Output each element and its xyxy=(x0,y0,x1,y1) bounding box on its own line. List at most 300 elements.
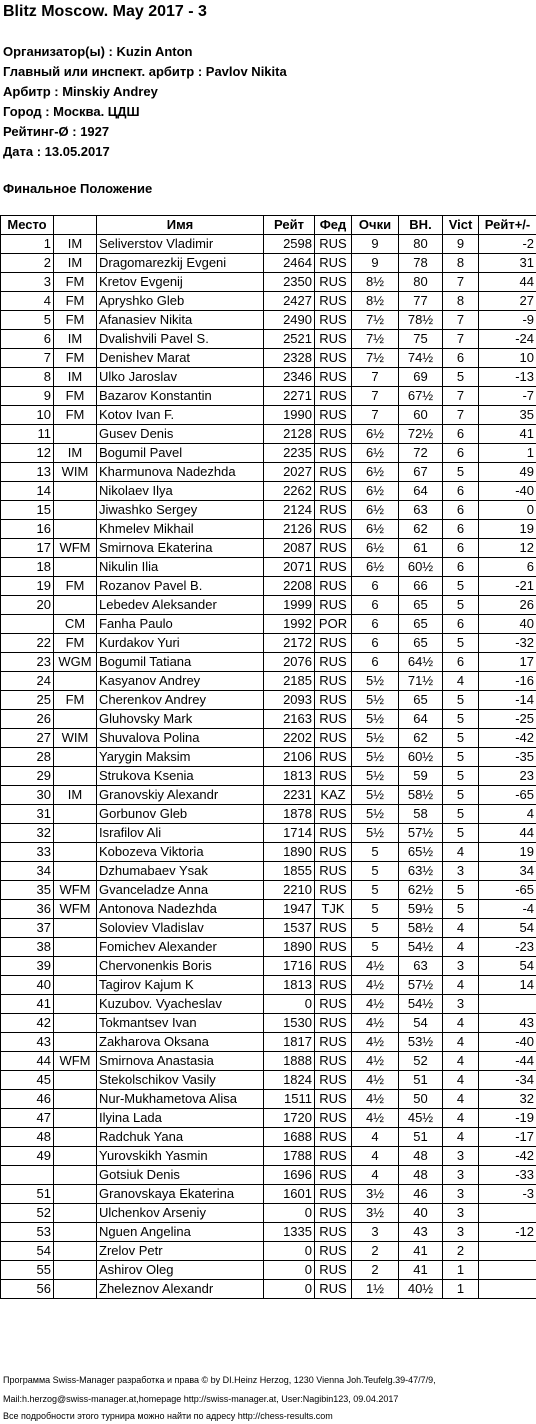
cell-rating-change: 40 xyxy=(479,615,536,634)
cell-victories: 5 xyxy=(443,748,479,767)
table-row xyxy=(1,1223,536,1242)
cell-rating: 2346 xyxy=(264,368,315,387)
cell-place: 29 xyxy=(1,767,54,786)
cell-points: 5 xyxy=(352,900,399,919)
cell-name: Shuvalova Polina xyxy=(97,729,264,748)
cell-federation: RUS xyxy=(315,805,352,824)
cell-federation: RUS xyxy=(315,311,352,330)
cell-points: 5½ xyxy=(352,767,399,786)
cell-name: Soloviev Vladislav xyxy=(97,919,264,938)
cell-federation: RUS xyxy=(315,406,352,425)
cell-title xyxy=(54,843,97,862)
cell-buchholz: 54½ xyxy=(399,995,443,1014)
cell-place: 7 xyxy=(1,349,54,368)
cell-buchholz: 78 xyxy=(399,254,443,273)
cell-victories: 1 xyxy=(443,1280,479,1299)
cell-buchholz: 80 xyxy=(399,273,443,292)
cell-name: Khmelev Mikhail xyxy=(97,520,264,539)
average-rating-line: Рейтинг-Ø : 1927 xyxy=(3,124,110,139)
cell-title xyxy=(54,976,97,995)
cell-place: 2 xyxy=(1,254,54,273)
col-header-place: Место xyxy=(1,216,54,235)
cell-rating-change: 54 xyxy=(479,957,536,976)
cell-name: Nur-Mukhametova Alisa xyxy=(97,1090,264,1109)
cell-name: Cherenkov Andrey xyxy=(97,691,264,710)
cell-title: WGM xyxy=(54,653,97,672)
cell-victories: 6 xyxy=(443,539,479,558)
cell-title: IM xyxy=(54,254,97,273)
cell-rating-change: -65 xyxy=(479,786,536,805)
cell-buchholz: 77 xyxy=(399,292,443,311)
cell-title: IM xyxy=(54,786,97,805)
cell-rating-change: -34 xyxy=(479,1071,536,1090)
cell-federation: POR xyxy=(315,615,352,634)
cell-federation: RUS xyxy=(315,558,352,577)
cell-title: FM xyxy=(54,691,97,710)
table-row xyxy=(1,387,536,406)
cell-federation: RUS xyxy=(315,767,352,786)
cell-place: 30 xyxy=(1,786,54,805)
cell-buchholz: 57½ xyxy=(399,824,443,843)
cell-place: 32 xyxy=(1,824,54,843)
col-header-buchholz: ВН. xyxy=(399,216,443,235)
cell-name: Kobozeva Viktoria xyxy=(97,843,264,862)
cell-place: 53 xyxy=(1,1223,54,1242)
cell-rating-change: -4 xyxy=(479,900,536,919)
col-header-federation: Фед xyxy=(315,216,352,235)
col-header-points: Очки xyxy=(352,216,399,235)
cell-rating: 1888 xyxy=(264,1052,315,1071)
cell-points: 5½ xyxy=(352,729,399,748)
cell-place: 27 xyxy=(1,729,54,748)
cell-name: Fomichev Alexander xyxy=(97,938,264,957)
cell-place: 37 xyxy=(1,919,54,938)
cell-points: 6 xyxy=(352,653,399,672)
table-row xyxy=(1,1014,536,1033)
cell-name: Ilyina Lada xyxy=(97,1109,264,1128)
cell-rating-change: -21 xyxy=(479,577,536,596)
cell-federation: RUS xyxy=(315,254,352,273)
cell-name: Chervonenkis Boris xyxy=(97,957,264,976)
cell-rating-change: -42 xyxy=(479,1147,536,1166)
cell-buchholz: 60½ xyxy=(399,558,443,577)
cell-buchholz: 62 xyxy=(399,729,443,748)
cell-federation: RUS xyxy=(315,748,352,767)
cell-buchholz: 75 xyxy=(399,330,443,349)
cell-federation: RUS xyxy=(315,1223,352,1242)
cell-buchholz: 48 xyxy=(399,1147,443,1166)
cell-place: 26 xyxy=(1,710,54,729)
cell-title: IM xyxy=(54,368,97,387)
cell-title xyxy=(54,710,97,729)
cell-rating: 1511 xyxy=(264,1090,315,1109)
cell-buchholz: 72½ xyxy=(399,425,443,444)
cell-federation: RUS xyxy=(315,501,352,520)
cell-federation: RUS xyxy=(315,1014,352,1033)
cell-buchholz: 54 xyxy=(399,1014,443,1033)
cell-rating: 2126 xyxy=(264,520,315,539)
cell-rating-change: -40 xyxy=(479,482,536,501)
cell-title xyxy=(54,558,97,577)
cell-name: Granovskaya Ekaterina xyxy=(97,1185,264,1204)
cell-points: 4½ xyxy=(352,1052,399,1071)
cell-federation: RUS xyxy=(315,729,352,748)
cell-federation: RUS xyxy=(315,444,352,463)
cell-name: Gluhovsky Mark xyxy=(97,710,264,729)
cell-victories: 3 xyxy=(443,995,479,1014)
table-row xyxy=(1,349,536,368)
cell-points: 5½ xyxy=(352,748,399,767)
cell-place: 46 xyxy=(1,1090,54,1109)
cell-title: FM xyxy=(54,349,97,368)
cell-victories: 5 xyxy=(443,710,479,729)
cell-title xyxy=(54,520,97,539)
cell-place: 43 xyxy=(1,1033,54,1052)
cell-rating-change: -7 xyxy=(479,387,536,406)
cell-name: Yurovskikh Yasmin xyxy=(97,1147,264,1166)
cell-name: Ulko Jaroslav xyxy=(97,368,264,387)
cell-rating: 1817 xyxy=(264,1033,315,1052)
cell-rating-change: -17 xyxy=(479,1128,536,1147)
cell-points: 4½ xyxy=(352,1071,399,1090)
cell-victories: 4 xyxy=(443,843,479,862)
cell-name: Apryshko Gleb xyxy=(97,292,264,311)
cell-place: 47 xyxy=(1,1109,54,1128)
cell-place: 9 xyxy=(1,387,54,406)
cell-rating-change: -40 xyxy=(479,1033,536,1052)
cell-federation: RUS xyxy=(315,482,352,501)
table-row xyxy=(1,330,536,349)
date-line: Дата : 13.05.2017 xyxy=(3,144,110,159)
city-line: Город : Москва. ЦДШ xyxy=(3,104,140,119)
cell-points: 4 xyxy=(352,1166,399,1185)
cell-rating-change: -65 xyxy=(479,881,536,900)
cell-buchholz: 63 xyxy=(399,501,443,520)
cell-buchholz: 74½ xyxy=(399,349,443,368)
cell-name: Gorbunov Gleb xyxy=(97,805,264,824)
table-row xyxy=(1,615,536,634)
cell-federation: RUS xyxy=(315,862,352,881)
cell-title xyxy=(54,596,97,615)
cell-place: 38 xyxy=(1,938,54,957)
cell-rating-change xyxy=(479,1204,536,1223)
cell-points: 6½ xyxy=(352,501,399,520)
table-row xyxy=(1,938,536,957)
col-header-title xyxy=(54,216,97,235)
cell-name: Bogumil Tatiana xyxy=(97,653,264,672)
cell-rating-change: 35 xyxy=(479,406,536,425)
cell-federation: RUS xyxy=(315,292,352,311)
table-row xyxy=(1,748,536,767)
cell-rating-change: 14 xyxy=(479,976,536,995)
table-row xyxy=(1,805,536,824)
standings-table xyxy=(0,215,536,1299)
cell-buchholz: 60½ xyxy=(399,748,443,767)
table-row xyxy=(1,482,536,501)
cell-federation: RUS xyxy=(315,349,352,368)
cell-place: 13 xyxy=(1,463,54,482)
cell-name: Dvalishvili Pavel S. xyxy=(97,330,264,349)
cell-title: WIM xyxy=(54,463,97,482)
cell-place: 23 xyxy=(1,653,54,672)
cell-title: WFM xyxy=(54,881,97,900)
cell-points: 4½ xyxy=(352,1033,399,1052)
tournament-title: Blitz Moscow. May 2017 - 3 xyxy=(3,3,207,20)
cell-victories: 5 xyxy=(443,596,479,615)
cell-victories: 4 xyxy=(443,938,479,957)
cell-buchholz: 41 xyxy=(399,1261,443,1280)
standings-body xyxy=(1,235,536,1299)
cell-rating-change: -13 xyxy=(479,368,536,387)
organizer-line: Организатор(ы) : Kuzin Anton xyxy=(3,44,193,59)
cell-title xyxy=(54,501,97,520)
cell-rating: 2328 xyxy=(264,349,315,368)
table-row xyxy=(1,862,536,881)
cell-name: Kotov Ivan F. xyxy=(97,406,264,425)
cell-place xyxy=(1,1166,54,1185)
cell-title xyxy=(54,672,97,691)
cell-points: 9 xyxy=(352,235,399,254)
cell-rating-change: -2 xyxy=(479,235,536,254)
cell-federation: RUS xyxy=(315,273,352,292)
cell-points: 4½ xyxy=(352,995,399,1014)
cell-points: 4½ xyxy=(352,1014,399,1033)
cell-rating: 2076 xyxy=(264,653,315,672)
cell-rating-change: 19 xyxy=(479,843,536,862)
cell-name: Lebedev Aleksander xyxy=(97,596,264,615)
table-row xyxy=(1,596,536,615)
table-row xyxy=(1,653,536,672)
cell-place: 15 xyxy=(1,501,54,520)
cell-rating: 2124 xyxy=(264,501,315,520)
cell-points: 2 xyxy=(352,1261,399,1280)
cell-points: 4 xyxy=(352,1128,399,1147)
cell-place: 18 xyxy=(1,558,54,577)
cell-rating: 0 xyxy=(264,1280,315,1299)
cell-name: Kharmunova Nadezhda xyxy=(97,463,264,482)
cell-buchholz: 60 xyxy=(399,406,443,425)
cell-rating-change: -42 xyxy=(479,729,536,748)
table-row xyxy=(1,368,536,387)
cell-federation: RUS xyxy=(315,1147,352,1166)
cell-victories: 5 xyxy=(443,900,479,919)
table-row xyxy=(1,786,536,805)
cell-buchholz: 78½ xyxy=(399,311,443,330)
cell-place: 33 xyxy=(1,843,54,862)
cell-federation: RUS xyxy=(315,463,352,482)
cell-rating: 1878 xyxy=(264,805,315,824)
cell-name: Dragomarezkij Evgeni xyxy=(97,254,264,273)
cell-place: 19 xyxy=(1,577,54,596)
table-row xyxy=(1,1242,536,1261)
table-row xyxy=(1,843,536,862)
table-row xyxy=(1,919,536,938)
cell-name: Smirnova Ekaterina xyxy=(97,539,264,558)
cell-title xyxy=(54,1109,97,1128)
cell-buchholz: 58½ xyxy=(399,919,443,938)
cell-rating-change: -3 xyxy=(479,1185,536,1204)
cell-name: Zakharova Oksana xyxy=(97,1033,264,1052)
cell-place: 1 xyxy=(1,235,54,254)
cell-buchholz: 71½ xyxy=(399,672,443,691)
cell-buchholz: 67 xyxy=(399,463,443,482)
cell-buchholz: 57½ xyxy=(399,976,443,995)
cell-rating-change: 44 xyxy=(479,273,536,292)
cell-rating: 1890 xyxy=(264,843,315,862)
cell-rating: 1716 xyxy=(264,957,315,976)
table-row xyxy=(1,1033,536,1052)
table-row xyxy=(1,273,536,292)
cell-buchholz: 58 xyxy=(399,805,443,824)
cell-rating-change: 4 xyxy=(479,805,536,824)
cell-rating: 1335 xyxy=(264,1223,315,1242)
cell-place: 56 xyxy=(1,1280,54,1299)
cell-place: 54 xyxy=(1,1242,54,1261)
cell-place: 34 xyxy=(1,862,54,881)
cell-title: IM xyxy=(54,330,97,349)
cell-rating: 1601 xyxy=(264,1185,315,1204)
table-header-row xyxy=(1,216,536,235)
cell-place: 36 xyxy=(1,900,54,919)
cell-rating: 1720 xyxy=(264,1109,315,1128)
cell-name: Zheleznov Alexandr xyxy=(97,1280,264,1299)
cell-rating-change: -25 xyxy=(479,710,536,729)
cell-buchholz: 52 xyxy=(399,1052,443,1071)
cell-points: 7 xyxy=(352,387,399,406)
cell-federation: RUS xyxy=(315,1033,352,1052)
cell-place: 11 xyxy=(1,425,54,444)
cell-title: FM xyxy=(54,634,97,653)
cell-title: FM xyxy=(54,311,97,330)
cell-victories: 7 xyxy=(443,387,479,406)
table-row xyxy=(1,1147,536,1166)
table-row xyxy=(1,1071,536,1090)
cell-title: WFM xyxy=(54,1052,97,1071)
cell-federation: RUS xyxy=(315,1052,352,1071)
cell-place: 5 xyxy=(1,311,54,330)
cell-title: WIM xyxy=(54,729,97,748)
cell-points: 7 xyxy=(352,406,399,425)
cell-buchholz: 63½ xyxy=(399,862,443,881)
cell-buchholz: 43 xyxy=(399,1223,443,1242)
cell-buchholz: 72 xyxy=(399,444,443,463)
cell-rating-change: 34 xyxy=(479,862,536,881)
cell-points: 2 xyxy=(352,1242,399,1261)
cell-buchholz: 63 xyxy=(399,957,443,976)
cell-points: 8½ xyxy=(352,292,399,311)
cell-federation: RUS xyxy=(315,1261,352,1280)
cell-title xyxy=(54,824,97,843)
cell-points: 8½ xyxy=(352,273,399,292)
cell-title xyxy=(54,1280,97,1299)
cell-title xyxy=(54,995,97,1014)
cell-rating: 1530 xyxy=(264,1014,315,1033)
cell-place: 17 xyxy=(1,539,54,558)
cell-place: 49 xyxy=(1,1147,54,1166)
table-row xyxy=(1,1166,536,1185)
cell-title xyxy=(54,1242,97,1261)
cell-victories: 5 xyxy=(443,729,479,748)
cell-rating-change: -35 xyxy=(479,748,536,767)
cell-title: FM xyxy=(54,406,97,425)
cell-federation: RUS xyxy=(315,1090,352,1109)
cell-federation: RUS xyxy=(315,387,352,406)
table-row xyxy=(1,406,536,425)
cell-title xyxy=(54,1033,97,1052)
table-row xyxy=(1,634,536,653)
cell-rating: 1714 xyxy=(264,824,315,843)
cell-rating: 2172 xyxy=(264,634,315,653)
cell-federation: RUS xyxy=(315,824,352,843)
cell-place: 52 xyxy=(1,1204,54,1223)
cell-rating: 0 xyxy=(264,995,315,1014)
cell-name: Kasyanov Andrey xyxy=(97,672,264,691)
cell-victories: 6 xyxy=(443,349,479,368)
cell-victories: 3 xyxy=(443,1204,479,1223)
cell-title: CM xyxy=(54,615,97,634)
table-row xyxy=(1,235,536,254)
cell-title xyxy=(54,1014,97,1033)
cell-place: 22 xyxy=(1,634,54,653)
cell-title xyxy=(54,862,97,881)
cell-points: 6½ xyxy=(352,520,399,539)
cell-title xyxy=(54,957,97,976)
table-row xyxy=(1,672,536,691)
cell-victories: 3 xyxy=(443,1223,479,1242)
footer-results-link: Все подробности этого турнира можно найти по адресу http://chess-results.com xyxy=(3,1411,333,1421)
cell-buchholz: 62½ xyxy=(399,881,443,900)
cell-rating-change: -14 xyxy=(479,691,536,710)
cell-points: 7½ xyxy=(352,349,399,368)
cell-federation: RUS xyxy=(315,1185,352,1204)
cell-rating: 2087 xyxy=(264,539,315,558)
cell-rating: 1788 xyxy=(264,1147,315,1166)
cell-rating: 2464 xyxy=(264,254,315,273)
cell-points: 1½ xyxy=(352,1280,399,1299)
cell-rating-change: 23 xyxy=(479,767,536,786)
cell-victories: 4 xyxy=(443,1090,479,1109)
cell-place: 45 xyxy=(1,1071,54,1090)
cell-rating-change: 43 xyxy=(479,1014,536,1033)
cell-rating: 2093 xyxy=(264,691,315,710)
cell-victories: 5 xyxy=(443,634,479,653)
cell-victories: 6 xyxy=(443,558,479,577)
cell-title: FM xyxy=(54,292,97,311)
cell-rating-change: 31 xyxy=(479,254,536,273)
cell-rating-change: 17 xyxy=(479,653,536,672)
cell-points: 6½ xyxy=(352,463,399,482)
cell-rating: 0 xyxy=(264,1242,315,1261)
cell-rating: 0 xyxy=(264,1204,315,1223)
cell-federation: RUS xyxy=(315,881,352,900)
footer-copyright: Программа Swiss-Manager разработка и права © by DI.Heinz Herzog, 1230 Vienna Joh.Teufelg.39-47/7/9, xyxy=(3,1375,436,1385)
table-row xyxy=(1,729,536,748)
cell-rating: 1890 xyxy=(264,938,315,957)
cell-buchholz: 51 xyxy=(399,1128,443,1147)
col-header-name: Имя xyxy=(97,216,264,235)
cell-victories: 6 xyxy=(443,482,479,501)
table-row xyxy=(1,1128,536,1147)
cell-rating-change xyxy=(479,1261,536,1280)
cell-victories: 6 xyxy=(443,520,479,539)
cell-rating: 2598 xyxy=(264,235,315,254)
cell-title xyxy=(54,1261,97,1280)
cell-rating-change: 1 xyxy=(479,444,536,463)
cell-name: Nguen Angelina xyxy=(97,1223,264,1242)
cell-rating-change: 6 xyxy=(479,558,536,577)
table-row xyxy=(1,957,536,976)
cell-federation: RUS xyxy=(315,957,352,976)
